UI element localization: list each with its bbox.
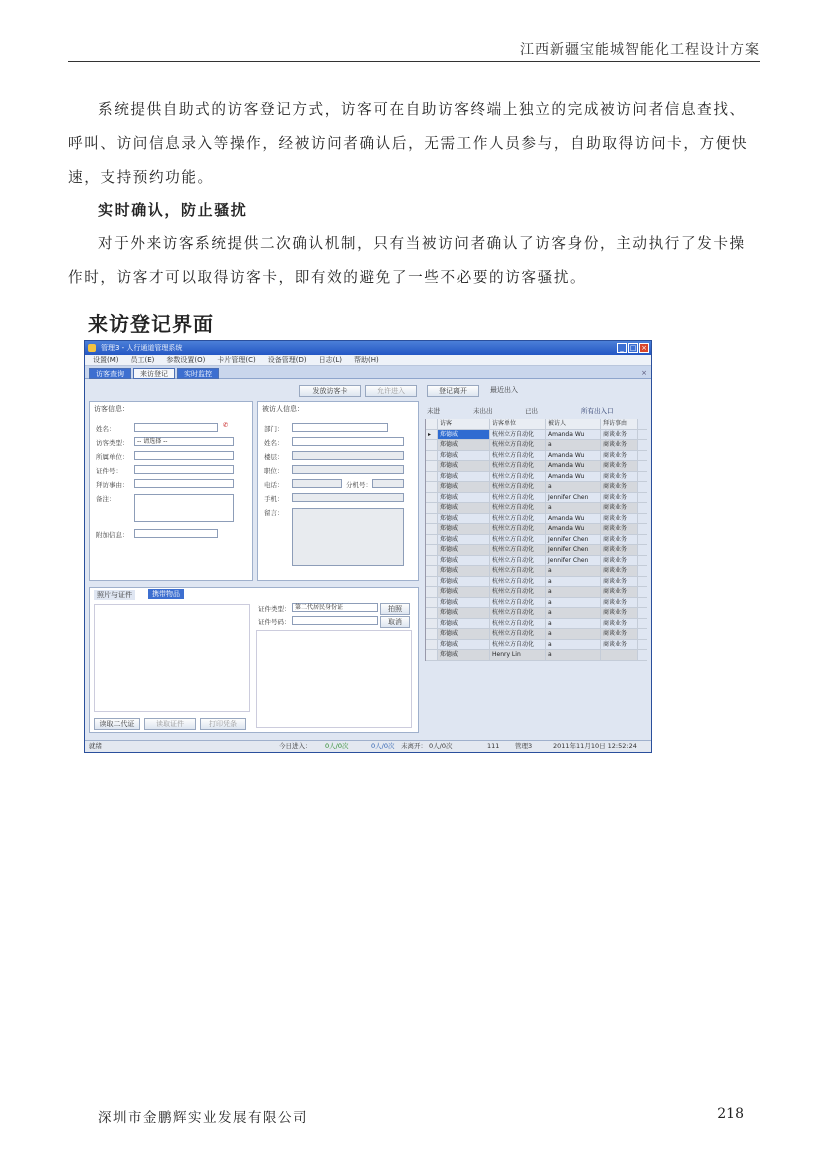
minimize-icon[interactable]: _ [617, 343, 627, 353]
table-cell: 郑德威 [438, 566, 490, 576]
photo-area [94, 604, 250, 712]
table-cell: 杭州立方自动化 [490, 524, 546, 534]
table-cell: 商谈业务 [601, 451, 638, 461]
table-cell: 郑德威 [438, 440, 490, 450]
table-cell: 郑德威 [438, 608, 490, 618]
maximize-icon[interactable]: □ [629, 344, 637, 352]
label-name: 姓名： [96, 425, 116, 433]
table-cell: 郑德威 [438, 577, 490, 587]
row-indicator [426, 493, 438, 503]
cert-type-select[interactable]: 第二代居民身份证 [292, 603, 378, 612]
table-cell: 郑德威 [438, 493, 490, 503]
tab-monitor[interactable]: 实时监控 [177, 368, 219, 379]
cert-image-area [256, 630, 412, 728]
row-indicator [426, 545, 438, 555]
table-cell: a [546, 440, 601, 450]
status-time: 2011年11月10日 12:52:24 [553, 742, 637, 750]
row-indicator [426, 650, 438, 660]
table-cell: 郑德威 [438, 629, 490, 639]
row-indicator [426, 619, 438, 629]
row-indicator [426, 629, 438, 639]
table-cell: 郑德威 [438, 556, 490, 566]
table-cell: Henry Lin [490, 650, 546, 660]
window-titlebar [85, 341, 651, 355]
row-indicator [426, 451, 438, 461]
table-cell: 商谈业务 [601, 598, 638, 608]
label-mobile: 手机： [264, 495, 284, 503]
table-cell: Jennifer Chen [546, 556, 601, 566]
table-cell: a [546, 577, 601, 587]
table-cell: 杭州立方自动化 [490, 482, 546, 492]
table-cell: 杭州立方自动化 [490, 598, 546, 608]
visitor-info-title: 访客信息： [94, 405, 129, 413]
status-not-left-count: 0人/0次 [429, 742, 453, 750]
status-today: 今日进入： [279, 742, 312, 750]
status-bar [85, 740, 651, 752]
table-row[interactable] [426, 598, 647, 609]
row-indicator [426, 535, 438, 545]
status-not-left: 未离开： [401, 742, 427, 750]
figure-title: 来访登记界面 [88, 312, 214, 336]
visitor-type-select[interactable]: -- 请选择 -- [134, 437, 234, 446]
table-row[interactable] [426, 482, 647, 493]
page-number: 218 [717, 1106, 744, 1122]
table-cell: Amanda Wu [546, 472, 601, 482]
subheading: 实时确认，防止骚扰 [98, 201, 248, 219]
ext-field [372, 479, 404, 488]
visitor-name-input[interactable] [134, 423, 218, 432]
table-row[interactable] [426, 640, 647, 651]
table-cell: 杭州立方自动化 [490, 472, 546, 482]
tab-strip [85, 366, 651, 379]
table-cell: a [546, 650, 601, 660]
menu-bar [85, 355, 651, 366]
all-exits-checkbox[interactable]: 所有出入口 [581, 407, 614, 415]
table-cell: 商谈业务 [601, 629, 638, 639]
table-row[interactable] [426, 451, 647, 462]
table-cell: 郑德威 [438, 524, 490, 534]
register-leave-button[interactable]: 登记离开 [427, 385, 479, 397]
table-cell: 商谈业务 [601, 545, 638, 555]
table-row[interactable] [426, 430, 647, 441]
phone-icon[interactable]: ✆ [223, 421, 229, 429]
cancel-button[interactable]: 取消 [380, 616, 410, 628]
table-cell: 商谈业务 [601, 430, 638, 440]
table-cell: a [546, 640, 601, 650]
status-user-no: 111 [487, 742, 500, 750]
table-cell: a [546, 629, 601, 639]
table-cell: 郑德威 [438, 619, 490, 629]
status-in-count: 0人/0次 [325, 742, 349, 750]
table-cell: 杭州立方自动化 [490, 608, 546, 618]
label-id: 证件号： [96, 467, 122, 475]
app-icon [88, 344, 96, 352]
tab-goods[interactable]: 携带物品 [148, 589, 184, 599]
menu-item[interactable]: 日志(L) [318, 356, 342, 364]
label-company: 所属单位： [96, 453, 129, 461]
mobile-field [292, 493, 404, 502]
row-indicator [426, 640, 438, 650]
table-cell: 商谈业务 [601, 461, 638, 471]
message-textarea[interactable] [292, 508, 404, 566]
company-input[interactable] [134, 451, 234, 460]
table-cell: Jennifer Chen [546, 493, 601, 503]
row-indicator [426, 440, 438, 450]
visited-info-title: 被访人信息： [262, 405, 304, 413]
table-cell: 商谈业务 [601, 640, 638, 650]
row-indicator [426, 482, 438, 492]
table-cell: 商谈业务 [601, 608, 638, 618]
status-out-count: 0人/0次 [371, 742, 395, 750]
table-row[interactable] [426, 629, 647, 640]
tab-close-icon[interactable]: × [641, 369, 647, 377]
menu-item[interactable]: 员工(E) [130, 356, 155, 364]
tab-photo[interactable]: 照片与证件 [94, 590, 135, 600]
position-field [292, 465, 404, 474]
table-cell: 郑德威 [438, 451, 490, 461]
table-cell: 杭州立方自动化 [490, 493, 546, 503]
filter-not-entered[interactable]: 未进 [427, 407, 440, 415]
label-note: 备注： [96, 495, 116, 503]
col-visitor[interactable]: 访客 [438, 419, 490, 429]
table-cell: 杭州立方自动化 [490, 545, 546, 555]
col-host[interactable]: 被访人 [546, 419, 601, 429]
table-cell: 郑德威 [438, 587, 490, 597]
menu-item[interactable]: 设置(M) [93, 356, 119, 364]
tab-visitor-query[interactable]: 访客查询 [89, 368, 131, 379]
table-cell: 商谈业务 [601, 514, 638, 524]
table-row[interactable] [426, 461, 647, 472]
label-cert-number: 证件号码： [258, 618, 291, 626]
extra-input[interactable] [134, 529, 218, 538]
close-icon[interactable]: × [639, 343, 649, 353]
table-row[interactable] [426, 587, 647, 598]
row-indicator [426, 577, 438, 587]
menu-item[interactable]: 帮助(H) [353, 356, 379, 364]
table-cell: 商谈业务 [601, 587, 638, 597]
table-cell: a [546, 619, 601, 629]
table-cell: 杭州立方自动化 [490, 577, 546, 587]
table-cell: Amanda Wu [546, 451, 601, 461]
capture-button[interactable]: 拍照 [380, 603, 410, 615]
table-cell: 杭州立方自动化 [490, 619, 546, 629]
label-type: 访客类型： [96, 439, 129, 447]
grid-header [426, 419, 647, 430]
label-ext: 分机号： [346, 481, 372, 489]
table-row[interactable] [426, 545, 647, 556]
print-button[interactable]: 打印凭条 [200, 718, 246, 730]
table-cell: Amanda Wu [546, 524, 601, 534]
allow-enter-button[interactable]: 允许进入 [365, 385, 417, 397]
phone-field [292, 479, 342, 488]
table-cell: Amanda Wu [546, 430, 601, 440]
row-indicator [426, 598, 438, 608]
row-indicator [426, 556, 438, 566]
table-row[interactable] [426, 535, 647, 546]
label-phone: 电话： [264, 481, 284, 489]
table-row[interactable] [426, 650, 647, 661]
table-cell: 杭州立方自动化 [490, 503, 546, 513]
table-cell: 杭州立方自动化 [490, 440, 546, 450]
table-cell: Jennifer Chen [546, 535, 601, 545]
recent-entries-button[interactable]: 最近出入 [490, 386, 518, 394]
row-indicator [426, 472, 438, 482]
table-cell: 商谈业务 [601, 577, 638, 587]
row-indicator [426, 524, 438, 534]
photo-cert-pane [89, 587, 419, 733]
read-card-button[interactable]: 读取证件 [144, 718, 196, 730]
table-cell: 郑德威 [438, 598, 490, 608]
filter-left[interactable]: 已出 [525, 407, 538, 415]
person-select[interactable] [292, 437, 404, 446]
table-cell: a [546, 608, 601, 618]
running-header: 江西新疆宝能城智能化工程设计方案 [68, 40, 760, 62]
table-row[interactable] [426, 524, 647, 535]
table-row[interactable] [426, 503, 647, 514]
table-cell: a [546, 598, 601, 608]
table-row[interactable] [426, 556, 647, 567]
read-id-button[interactable]: 读取二代证 [94, 718, 140, 730]
table-cell: 杭州立方自动化 [490, 535, 546, 545]
table-cell: 商谈业务 [601, 503, 638, 513]
label-dept: 部门： [264, 425, 284, 433]
reason-select[interactable] [134, 479, 234, 488]
table-row[interactable] [426, 619, 647, 630]
visitor-info-pane [89, 401, 253, 581]
visitor-grid [425, 419, 647, 661]
window-title: 管理3 - 人行通道管理系统 [101, 344, 183, 352]
table-row[interactable] [426, 440, 647, 451]
table-cell: 杭州立方自动化 [490, 640, 546, 650]
table-cell: a [546, 587, 601, 597]
table-cell: 郑德威 [438, 640, 490, 650]
table-cell: 商谈业务 [601, 556, 638, 566]
table-cell: 杭州立方自动化 [490, 430, 546, 440]
table-cell: 郑德威 [438, 482, 490, 492]
table-cell: 商谈业务 [601, 535, 638, 545]
visitor-registration-screenshot [84, 340, 652, 753]
table-cell: 商谈业务 [601, 524, 638, 534]
table-cell: 郑德威 [438, 535, 490, 545]
table-cell: 郑德威 [438, 461, 490, 471]
table-cell: 郑德威 [438, 472, 490, 482]
issue-card-button[interactable]: 发放访客卡 [299, 385, 361, 397]
table-cell: 商谈业务 [601, 440, 638, 450]
footer-company: 深圳市金鹏辉实业发展有限公司 [98, 1110, 308, 1126]
dept-select[interactable] [292, 423, 388, 432]
table-cell: Amanda Wu [546, 514, 601, 524]
table-row[interactable] [426, 577, 647, 588]
row-indicator [426, 461, 438, 471]
table-cell: a [546, 566, 601, 576]
table-row[interactable] [426, 472, 647, 483]
table-cell: 郑德威 [438, 430, 490, 440]
status-user: 管理3 [515, 742, 533, 750]
table-cell: 杭州立方自动化 [490, 514, 546, 524]
table-cell: 郑德威 [438, 545, 490, 555]
label-floor: 楼层： [264, 453, 284, 461]
table-cell [601, 650, 638, 660]
label-cert-type: 证件类型： [258, 605, 291, 613]
table-cell: 郑德威 [438, 514, 490, 524]
menu-item[interactable]: 参数设置(O) [166, 356, 206, 364]
table-cell: 商谈业务 [601, 619, 638, 629]
table-cell: 杭州立方自动化 [490, 451, 546, 461]
row-indicator [426, 608, 438, 618]
row-indicator [426, 503, 438, 513]
paragraph-confirm: 对于外来访客系统提供二次确认机制，只有当被访问者确认了访客身份，主动执行了发卡操作时，访客才可以取得访客卡，即有效的避免了一些不必要的访客骚扰。 [68, 235, 746, 286]
tab-visitor-register[interactable]: 来访登记 [133, 368, 175, 379]
floor-field [292, 451, 404, 460]
table-row[interactable] [426, 493, 647, 504]
table-cell: 杭州立方自动化 [490, 556, 546, 566]
note-textarea[interactable] [134, 494, 234, 522]
table-cell: 商谈业务 [601, 472, 638, 482]
row-indicator [426, 514, 438, 524]
table-row[interactable] [426, 514, 647, 525]
table-cell: 杭州立方自动化 [490, 587, 546, 597]
table-cell: 商谈业务 [601, 482, 638, 492]
table-cell: 杭州立方自动化 [490, 629, 546, 639]
paragraph-intro: 系统提供自助式的访客登记方式，访客可在自助访客终端上独立的完成被访问者信息查找、呼叫、访问信息录入等操作，经被访问者确认后，无需工作人员参与，自助取得访问卡，方便快速，支持预约功能。 [68, 101, 749, 186]
cert-number-input[interactable] [292, 616, 378, 625]
row-indicator: ▸ [426, 430, 438, 440]
label-reason: 拜访事由： [96, 481, 129, 489]
label-position: 职位： [264, 467, 284, 475]
table-cell: 郑德威 [438, 650, 490, 660]
table-cell: 郑德威 [438, 503, 490, 513]
table-cell: Amanda Wu [546, 461, 601, 471]
table-cell: a [546, 482, 601, 492]
visited-info-pane [257, 401, 419, 581]
label-extra: 附加信息： [96, 531, 129, 539]
filter-not-out[interactable]: 未出出 [473, 407, 493, 415]
col-reason[interactable]: 拜访事由 [601, 419, 638, 429]
menu-item[interactable]: 卡片管理(C) [217, 356, 256, 364]
table-row[interactable] [426, 566, 647, 577]
label-person: 姓名： [264, 439, 284, 447]
table-cell: 杭州立方自动化 [490, 566, 546, 576]
table-cell: 商谈业务 [601, 493, 638, 503]
row-indicator [426, 587, 438, 597]
col-company[interactable]: 访客单位 [490, 419, 546, 429]
menu-item[interactable]: 设备管理(D) [267, 356, 307, 364]
id-input[interactable] [134, 465, 234, 474]
table-cell: Jennifer Chen [546, 545, 601, 555]
table-cell: 商谈业务 [601, 566, 638, 576]
table-cell: 杭州立方自动化 [490, 461, 546, 471]
label-message: 留言： [264, 509, 284, 517]
row-indicator [426, 566, 438, 576]
table-row[interactable] [426, 608, 647, 619]
status-ready: 就绪 [89, 742, 102, 750]
table-cell: a [546, 503, 601, 513]
